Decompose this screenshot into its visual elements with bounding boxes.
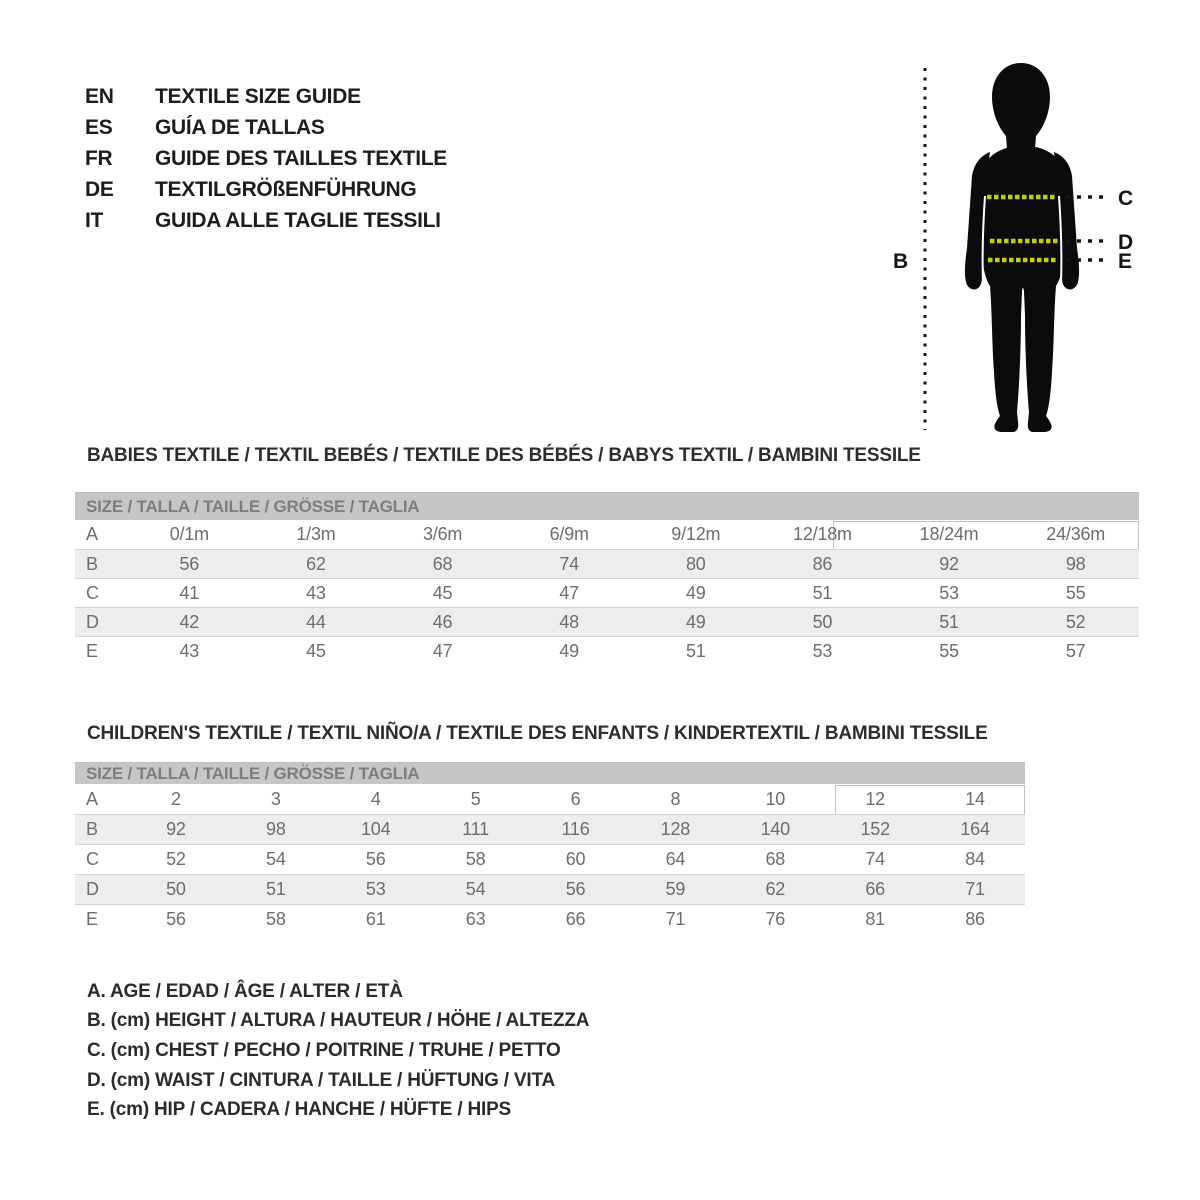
row-label: C [86,582,99,603]
table-row-C [75,844,1025,874]
table-cell: 51 [939,611,959,632]
babies-section-heading: BABIES TEXTILE / TEXTIL BEBÉS / TEXTILE DES BÉBÉS / BABYS TEXTIL / BAMBINI TESSILE [87,445,921,466]
size-header-bar: SIZE / TALLA / TAILLE / GRÖSSE / TAGLIA [75,762,1025,784]
table-cell: 104 [361,819,391,839]
table-cell: 0/1m [169,524,209,544]
table-cell: 9/12m [671,524,721,544]
child-measurement-figure [870,40,1200,460]
children-table-rows [75,784,1025,934]
row-label: E [86,909,98,929]
guide-title: TEXTILGRÖßENFÜHRUNG [155,177,417,201]
table-cell: 64 [665,849,686,869]
table-row-C [75,578,1139,607]
lang-code: ES [85,115,113,139]
table-cell: 51 [266,879,286,899]
babies-table-rows [75,520,1139,665]
lang-row-it [85,205,447,236]
table-cell: 45 [432,582,453,603]
lang-code: EN [85,84,114,108]
row-label: D [86,879,99,899]
table-cell: 164 [960,819,990,839]
table-cell: 8 [670,788,681,809]
lang-row-fr [85,143,447,174]
table-cell: 12 [865,788,885,809]
child-silhouette-icon [965,63,1079,432]
table-cell: 18/24m [919,524,979,544]
table-cell: 111 [462,819,489,839]
table-cell: 56 [166,909,186,929]
table-cell: 54 [266,849,286,869]
table-cell: 44 [306,611,326,632]
table-cell: 53 [939,582,959,603]
table-cell: 58 [465,849,486,869]
table-row-E [75,904,1025,934]
table-cell: 81 [865,909,885,929]
table-cell: 12/18m [793,524,852,544]
table-row-B [75,549,1139,578]
row-label: B [86,553,98,574]
table-cell: 74 [559,553,579,574]
lang-code: FR [85,146,113,170]
children-section-heading: CHILDREN'S TEXTILE / TEXTIL NIÑO/A / TEXTILE DES ENFANTS / KINDERTEXTIL / BAMBINI TESSILE [87,723,988,744]
lang-row-en [85,81,447,112]
table-cell: 43 [179,640,200,661]
table-cell: 84 [965,849,985,869]
table-cell: 14 [965,788,985,809]
legend-chest: C. (cm) CHEST / PECHO / POITRINE / TRUHE / PETTO [87,1039,561,1061]
table-cell: 6/9m [549,524,589,544]
table-cell: 68 [765,849,786,869]
legend-hip: E. (cm) HIP / CADERA / HANCHE / HÜFTE / HIPS [87,1099,512,1121]
table-cell: 92 [939,553,959,574]
table-cell: 50 [812,611,833,632]
guide-title: TEXTILE SIZE GUIDE [155,84,361,108]
table-cell: 56 [565,879,586,899]
legend-age: A. AGE / EDAD / ÂGE / ALTER / ETÀ [87,980,403,1002]
table-cell: 3 [270,788,281,809]
table-cell: 1/3m [296,524,336,544]
table-cell: 5 [470,788,481,809]
table-cell: 128 [660,819,691,839]
table-cell: 53 [812,640,833,661]
row-label: A [86,524,98,544]
legend-height: B. (cm) HEIGHT / ALTURA / HAUTEUR / HÖHE / ALTEZZA [87,1010,590,1032]
legend-waist: D. (cm) WAIST / CINTURA / TAILLE / HÜFTUNG / VITA [87,1069,555,1091]
table-cell: 54 [465,879,486,899]
table-cell: 47 [559,582,579,603]
table-cell: 86 [812,553,833,574]
table-row-D [75,874,1025,904]
table-cell: 56 [179,553,200,574]
table-row-A [75,784,1025,814]
table-cell: 80 [686,553,706,574]
table-cell: 41 [179,582,200,603]
table-cell: 10 [765,788,786,809]
row-label: A [86,788,98,809]
table-cell: 56 [365,849,386,869]
table-cell: 46 [432,611,453,632]
guide-title: GUIDE DES TAILLES TEXTILE [155,146,447,170]
lang-row-de [85,174,447,205]
guide-title: GUIDA ALLE TAGLIE TESSILI [155,208,441,232]
table-cell: 52 [1065,611,1086,632]
table-cell: 63 [465,909,486,929]
height-label-b: B [893,250,909,273]
chest-label-c: C [1118,187,1134,210]
table-cell: 98 [266,819,286,839]
guide-title: GUÍA DE TALLAS [155,115,325,139]
table-cell: 76 [765,909,786,929]
table-cell: 51 [812,582,833,603]
table-cell: 86 [965,909,985,929]
table-cell: 6 [570,788,581,809]
table-cell: 68 [432,553,453,574]
table-row-A [75,520,1139,549]
table-cell: 116 [561,819,590,839]
table-cell: 61 [365,909,386,929]
table-cell: 42 [179,611,200,632]
table-cell: 62 [306,553,326,574]
table-row-B [75,814,1025,844]
table-cell: 66 [565,909,586,929]
table-cell: 74 [865,849,885,869]
row-label: B [86,819,98,839]
size-header-bar: SIZE / TALLA / TAILLE / GRÖSSE / TAGLIA [75,492,1139,520]
table-cell: 48 [559,611,579,632]
waist-label-d: D [1118,231,1134,254]
table-cell: 24/36m [1046,524,1106,544]
table-cell: 62 [765,879,786,899]
table-cell: 3/6m [422,524,463,544]
row-label: E [86,640,98,661]
table-cell: 98 [1065,553,1086,574]
table-cell: 4 [370,788,381,809]
children-size-table [75,762,1025,934]
table-cell: 60 [565,849,586,869]
table-cell: 45 [306,640,326,661]
lang-code: DE [85,177,114,201]
table-cell: 71 [665,909,686,929]
table-cell: 55 [939,640,959,661]
table-cell: 51 [686,640,706,661]
table-cell: 57 [1065,640,1086,661]
table-cell: 152 [860,819,890,839]
hip-label-e: E [1118,250,1133,273]
table-cell: 53 [365,879,386,899]
table-cell: 58 [266,909,286,929]
table-cell: 49 [686,611,706,632]
table-cell: 140 [760,819,790,839]
table-cell: 49 [686,582,706,603]
table-row-D [75,607,1139,636]
table-cell: 2 [171,788,181,809]
table-cell: 55 [1065,582,1086,603]
table-cell: 49 [559,640,579,661]
table-cell: 71 [965,879,985,899]
language-title-list [85,81,447,236]
table-row-E [75,636,1139,665]
table-cell: 50 [166,879,186,899]
lang-code: IT [85,208,104,232]
babies-size-table [75,492,1139,665]
table-cell: 47 [432,640,453,661]
row-label: D [86,611,99,632]
table-cell: 59 [665,879,686,899]
measurement-legend [87,977,589,1125]
table-cell: 66 [865,879,885,899]
lang-row-es [85,112,447,143]
table-cell: 92 [166,819,186,839]
table-cell: 52 [166,849,186,869]
row-label: C [86,849,99,869]
table-cell: 43 [306,582,326,603]
